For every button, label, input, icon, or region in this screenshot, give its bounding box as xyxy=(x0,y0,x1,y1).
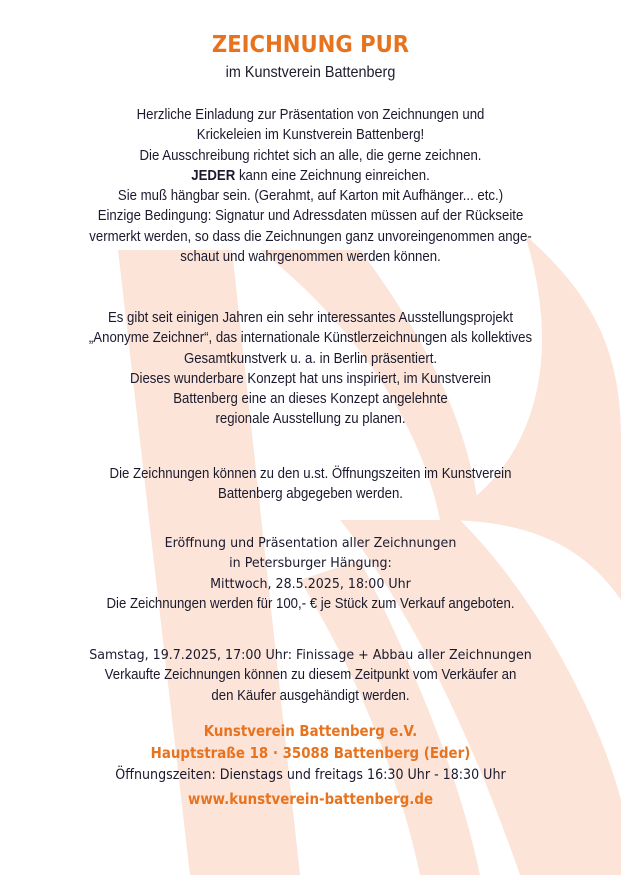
opening-line: Eröffnung und Präsentation aller Zeichnungen xyxy=(164,535,457,551)
intro-line: Die Ausschreibung richtet sich an alle, die gerne zeichnen. xyxy=(139,146,482,164)
price-line: Die Zeichnungen werden für 100,- € je Stück zum Verkauf angeboten. xyxy=(106,594,515,612)
submission-section xyxy=(0,464,621,505)
finissage-section xyxy=(0,645,621,706)
project-line: Dieses wunderbare Konzept hat uns inspiriert, im Kunstverein xyxy=(130,369,491,387)
intro-line: schaut und wahrgenommen werden können. xyxy=(180,248,441,266)
intro-line: Einzige Bedingung: Signatur und Adressdaten müssen auf der Rückseite xyxy=(97,207,524,225)
intro-line: vermerkt werden, so dass die Zeichnungen ganz unvoreingenommen ange- xyxy=(89,227,532,245)
finissage-line: Verkaufte Zeichnungen können zu diesem Zeitpunkt vom Verkäufer an xyxy=(104,666,517,684)
finissage-line: den Käufer ausgehändigt werden. xyxy=(211,686,410,704)
project-line: Battenberg eine an dieses Konzept angelehnte xyxy=(173,390,448,408)
project-line: Gesamtkunstverk u. a. in Berlin präsentiert. xyxy=(183,349,438,367)
opening-date: Mittwoch, 28.5.2025, 18:00 Uhr xyxy=(210,575,411,592)
project-line: „Anonyme Zeichner“, das internationale Künstlerzeichnungen als kollektives xyxy=(88,329,533,347)
contact-section xyxy=(0,720,621,810)
jeder-line: JEDER kann eine Zeichnung einreichen. xyxy=(191,166,430,184)
project-line: Es gibt seit einigen Jahren ein sehr interessantes Ausstellungsprojekt xyxy=(107,309,514,326)
project-line: regionale Ausstellung zu planen. xyxy=(215,410,406,428)
intro-line: Herzliche Einladung zur Präsentation von Zeichnungen und xyxy=(136,106,485,123)
page-subtitle: im Kunstverein Battenberg xyxy=(225,64,396,81)
opening-section xyxy=(0,533,621,614)
jeder-emphasis: JEDER xyxy=(191,166,236,184)
intro-line: Krickeleien im Kunstverein Battenberg! xyxy=(196,126,425,144)
website-link[interactable]: www.kunstverein-battenberg.de xyxy=(187,790,434,808)
intro-line: Sie muß hängbar sein. (Gerahmt, auf Karton mit Aufhänger... etc.) xyxy=(117,187,504,205)
project-section xyxy=(0,308,621,430)
finissage-heading: Samstag, 19.7.2025, 17:00 Uhr: Finissage + Abbau aller Zeichnungen xyxy=(89,647,532,663)
intro-section xyxy=(0,105,621,267)
submission-line: Battenberg abgegeben werden. xyxy=(218,485,403,503)
org-name: Kunstverein Battenberg e.V. xyxy=(203,722,418,740)
opening-line: in Petersburger Hängung: xyxy=(229,555,392,572)
opening-hours: Öffnungszeiten: Dienstags und freitags 16:30 Uhr - 18:30 Uhr xyxy=(115,767,506,783)
page-title: ZEICHNUNG PUR xyxy=(211,32,410,58)
address: Hauptstraße 18 · 35088 Battenberg (Eder) xyxy=(150,744,471,762)
submission-line: Die Zeichnungen können zu den u.st. Öffnungszeiten im Kunstverein xyxy=(109,465,512,482)
